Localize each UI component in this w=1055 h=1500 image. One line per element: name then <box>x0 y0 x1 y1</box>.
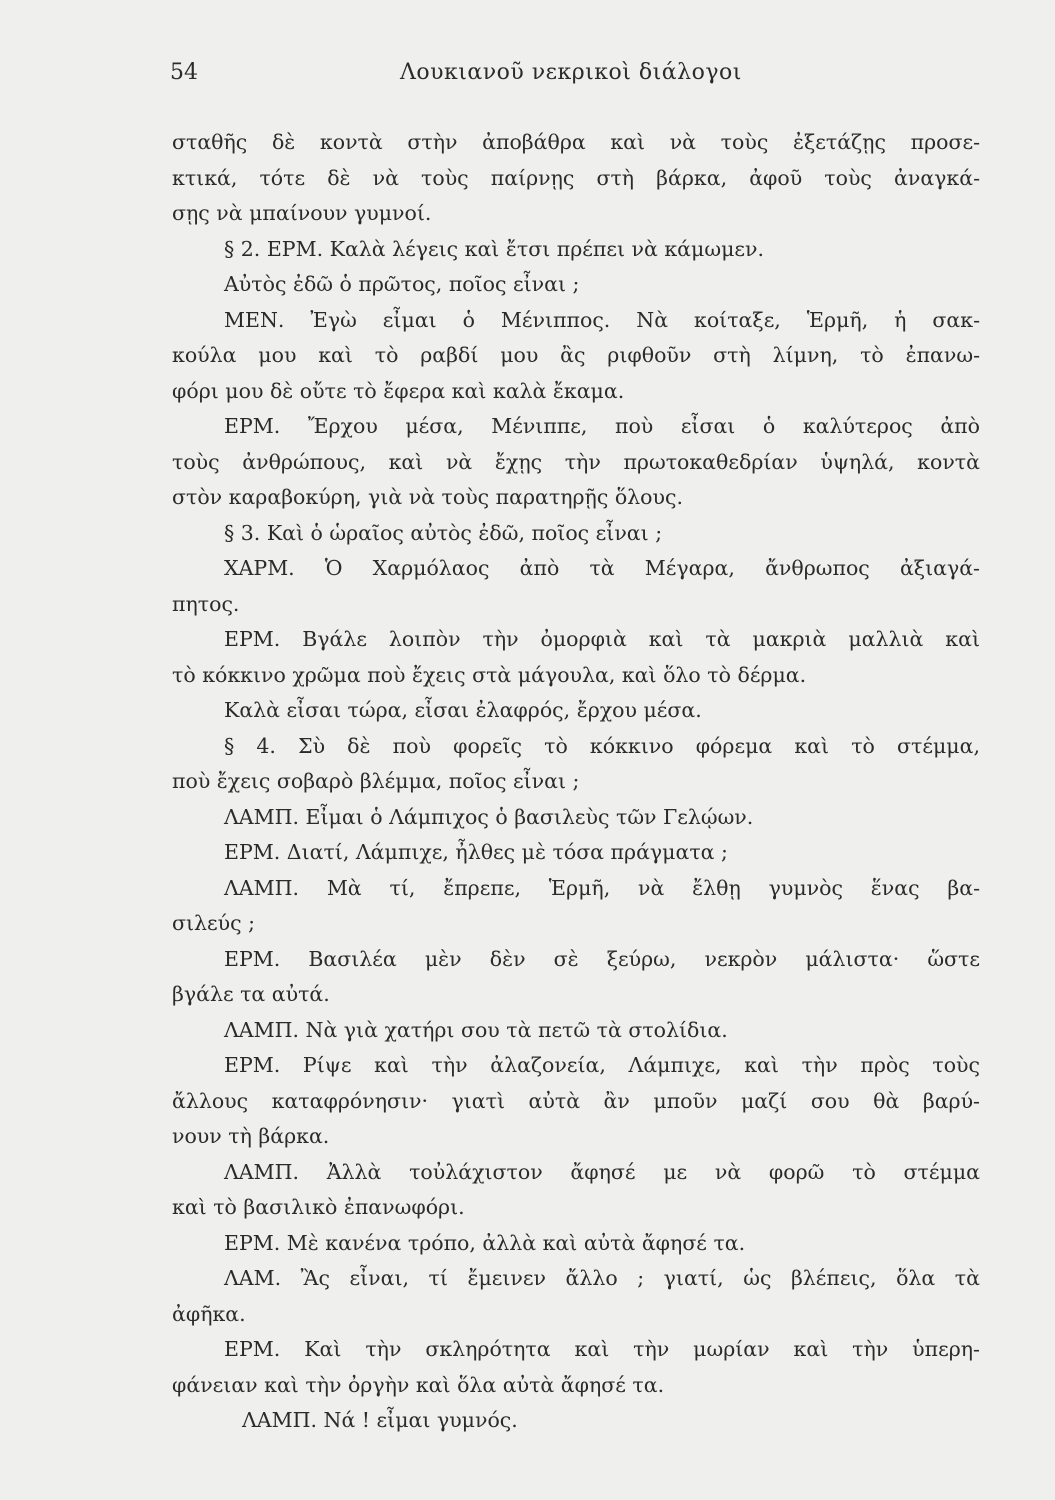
text-line: ποὺ ἔχεις σοβαρὸ βλέμμα, ποῖος εἶναι ; <box>172 769 580 793</box>
text-line: ΜΕΝ. Ἐγὼ εἶμαι ὁ Μένιππος. Νὰ κοίταξε, Ἑρμῆ, ἡ σακ- <box>224 307 980 332</box>
text-line: Αὐτὸς ἐδῶ ὁ πρῶτος, ποῖος εἶναι ; <box>224 272 580 296</box>
text-line: φάνειαν καὶ τὴν ὀργὴν καὶ ὅλα αὐτὰ ἄφησέ τα. <box>172 1372 665 1397</box>
text-line: ἄλλους καταφρόνησιν· γιατὶ αὐτὰ ἂν μποῦν μαζί σου θὰ βαρύ- <box>172 1088 980 1113</box>
text-line: στὸν καραβοκύρη, γιὰ νὰ τοὺς παρατηρῇς ὅλους. <box>172 485 683 509</box>
body-text <box>172 125 980 1439</box>
text-line: Καλὰ εἶσαι τώρα, εἶσαι ἐλαφρός, ἔρχου μέσα. <box>224 698 702 722</box>
text-line: σταθῆς δὲ κοντὰ στὴν ἀποβάθρα καὶ νὰ τοὺς ἐξετάζῃς προσε- <box>172 130 980 154</box>
text-line: ΕΡΜ. Ρίψε καὶ τὴν ἀλαζονεία, Λάμπιχε, καὶ τὴν πρὸς τοὺς <box>224 1053 980 1077</box>
text-line: βγάλε τα αὐτά. <box>172 982 330 1006</box>
text-line: ΕΡΜ. Διατί, Λάμπιχε, ἦλθες μὲ τόσα πράγματα ; <box>224 840 728 864</box>
text-line: ΛΑΜΠ. Μὰ τί, ἔπρεπε, Ἑρμῆ, νὰ ἔλθῃ γυμνὸς ἕνας βα- <box>224 875 980 900</box>
text-line: καὶ τὸ βασιλικὸ ἐπανωφόρι. <box>172 1195 465 1219</box>
text-line: ΛΑΜΠ. Ἀλλὰ τοὐλάχιστον ἄφησέ με νὰ φορῶ τὸ στέμμα <box>224 1159 980 1184</box>
text-line: σιλεύς ; <box>172 911 256 935</box>
text-line: τοὺς ἀνθρώπους, καὶ νὰ ἔχῃς τὴν πρωτοκαθεδρίαν ὑψηλά, κοντὰ <box>172 449 980 474</box>
text-line: ΛΑΜΠ. Νά ! εἶμαι γυμνός. <box>242 1408 518 1432</box>
text-line: ΛΑΜ. Ἂς εἶναι, τί ἔμεινεν ἄλλο ; γιατί, ὡς βλέπεις, ὅλα τὰ <box>224 1266 980 1290</box>
text-line: ΕΡΜ. Μὲ κανένα τρόπο, ἀλλὰ καὶ αὐτὰ ἄφησέ τα. <box>224 1230 746 1255</box>
text-line: τὸ κόκκινο χρῶμα ποὺ ἔχεις στὰ μάγουλα, καὶ ὅλο τὸ δέρμα. <box>172 662 807 687</box>
text-line: § 3. Καὶ ὁ ὡραῖος αὐτὸς ἐδῶ, ποῖος εἶναι ; <box>224 520 663 545</box>
text-line: ΕΡΜ. Βασιλέα μὲν δὲν σὲ ξεύρω, νεκρὸν μάλιστα· ὥστε <box>224 946 980 971</box>
text-line: § 2. ΕΡΜ. Καλὰ λέγεις καὶ ἔτσι πρέπει νὰ κάμωμεν. <box>224 236 764 261</box>
text-line: ΕΡΜ. Καὶ τὴν σκληρότητα καὶ τὴν μωρίαν καὶ τὴν ὑπερη- <box>224 1337 980 1361</box>
page-number: 54 <box>170 60 198 85</box>
text-line: ΕΡΜ. Βγάλε λοιπὸν τὴν ὀμορφιὰ καὶ τὰ μακριὰ μαλλιὰ καὶ <box>224 627 980 651</box>
text-line: φόρι μου δὲ οὔτε τὸ ἔφερα καὶ καλὰ ἔκαμα. <box>172 378 625 403</box>
page-header <box>0 60 1055 94</box>
text-line: ΧΑΡΜ. Ὁ Χαρμόλαος ἀπὸ τὰ Μέγαρα, ἄνθρωπος ἀξιαγά- <box>224 556 980 580</box>
text-line: ΕΡΜ. Ἔρχου μέσα, Μένιππε, ποὺ εἶσαι ὁ καλύτερος ἀπὸ <box>224 414 980 438</box>
text-line: § 4. Σὺ δὲ ποὺ φορεῖς τὸ κόκκινο φόρεμα καὶ τὸ στέμμα, <box>224 733 980 758</box>
text-line: κούλα μου καὶ τὸ ραβδί μου ἂς ριφθοῦν στὴ λίμνη, τὸ ἐπανω- <box>172 343 980 367</box>
text-line: σῃς νὰ μπαίνουν γυμνοί. <box>172 201 432 225</box>
text-line: ΛΑΜΠ. Νὰ γιὰ χατήρι σου τὰ πετῶ τὰ στολίδια. <box>224 1017 728 1042</box>
text-line: κτικά, τότε δὲ νὰ τοὺς παίρνῃς στὴ βάρκα, ἀφοῦ τοὺς ἀναγκά- <box>172 165 980 190</box>
running-title: Λουκιανοῦ νεκρικοὶ διάλογοι <box>400 60 742 85</box>
text-line: ΛΑΜΠ. Εἶμαι ὁ Λάμπιχος ὁ βασιλεὺς τῶν Γελῴων. <box>224 804 754 829</box>
text-line: ἀφῆκα. <box>172 1301 246 1326</box>
text-line: νουν τὴ βάρκα. <box>172 1124 330 1148</box>
text-line: πητος. <box>172 591 240 616</box>
